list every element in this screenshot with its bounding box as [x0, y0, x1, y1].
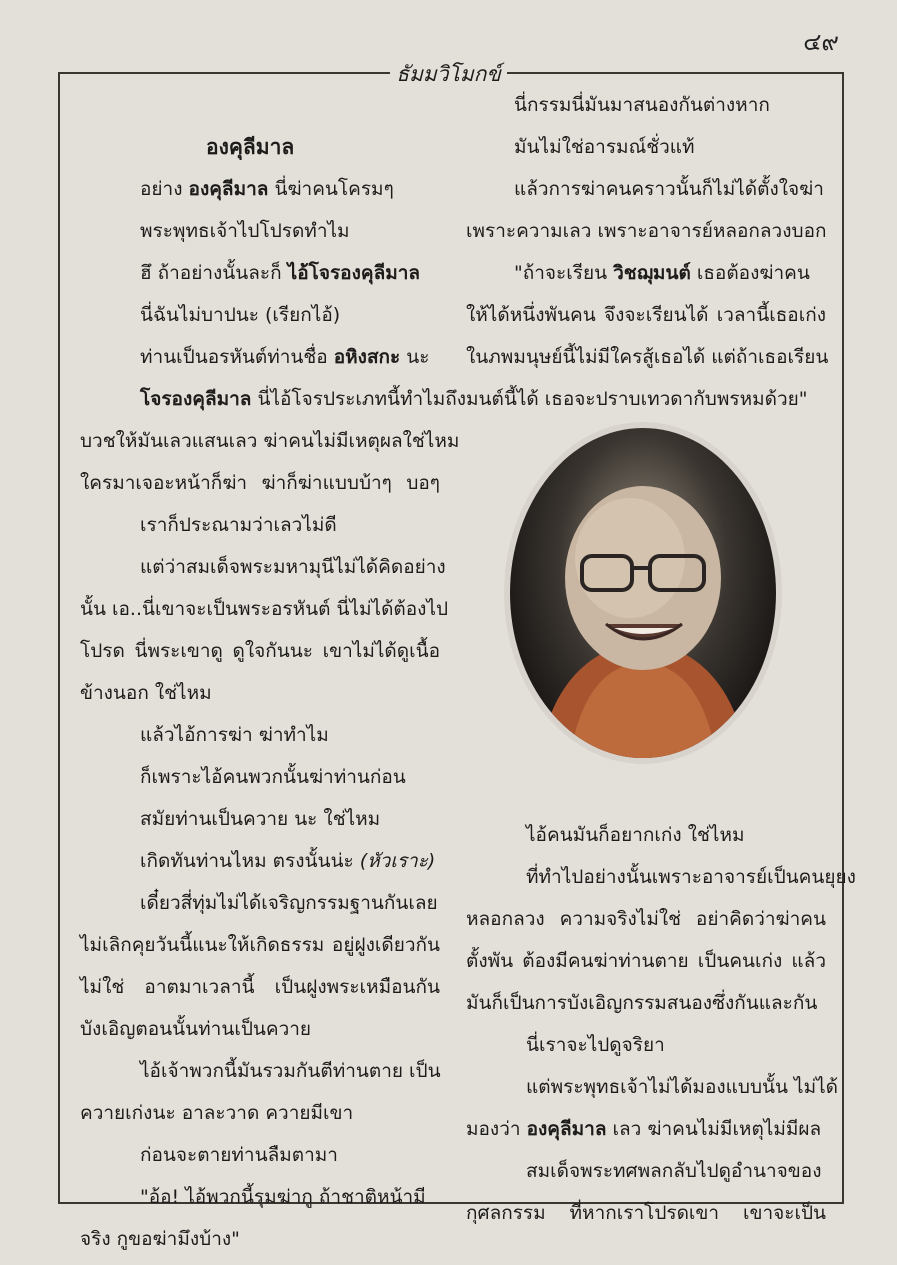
text-line — [80, 924, 440, 966]
text-line — [80, 1134, 440, 1176]
text-segment: ไอ้คนมันก็อยากเก่ง ใช่ไหม — [526, 824, 745, 846]
text-line — [80, 840, 440, 882]
text-line — [466, 210, 826, 252]
bold-name: องคุลีมาล — [526, 1118, 607, 1140]
text-segment: เพราะความเลว เพราะอาจารย์หลอกลวงบอก — [466, 220, 827, 242]
running-header-text: ธัมมวิโมกข์ — [390, 62, 507, 86]
text-line — [466, 252, 826, 294]
text-segment: กุศลกรรม ที่หากเราโปรดเขา เขาจะเป็น — [466, 1202, 826, 1224]
text-segment: เลว ฆ่าคนไม่มีเหตุไม่มีผล — [606, 1118, 822, 1140]
text-segment: บังเอิญตอนนั้นท่านเป็นควาย — [80, 1018, 312, 1040]
portrait-illustration — [510, 428, 776, 758]
text-line — [80, 294, 440, 336]
text-segment: แล้วไอ้การฆ่า ฆ่าทำไม — [140, 724, 329, 746]
text-line — [466, 168, 826, 210]
text-line — [466, 1192, 826, 1234]
text-segment: ควายเก่งนะ อาละวาด ควายมีเขา — [80, 1102, 354, 1124]
text-line — [80, 798, 440, 840]
text-line — [80, 336, 440, 378]
text-line — [80, 420, 460, 462]
text-line — [466, 982, 826, 1024]
text-line — [80, 504, 440, 546]
text-line — [466, 898, 826, 940]
text-segment: นี่ฉันไม่บาปนะ (เรียกไอ้) — [140, 304, 341, 326]
text-line — [466, 126, 826, 168]
text-line — [80, 462, 440, 504]
text-line — [466, 1024, 826, 1066]
text-line — [80, 1092, 440, 1134]
left-column — [80, 126, 467, 1260]
text-line — [80, 1176, 440, 1218]
text-line — [80, 882, 440, 924]
text-segment: ใครมาเจอะหน้าก็ฆ่า ฆ่าก็ฆ่าแบบบ้าๆ บอๆ — [80, 472, 440, 494]
text-segment: ก่อนจะตายท่านลืมตามา — [140, 1144, 338, 1166]
text-segment: ไอ้เจ้าพวกนี้มันรวมกันตีท่านตาย เป็น — [140, 1060, 441, 1082]
text-segment: ท่านเป็นอรหันต์ท่านชื่อ — [140, 346, 334, 368]
text-line — [80, 546, 446, 588]
monk-portrait-photo — [510, 428, 776, 758]
text-segment: มองว่า — [466, 1118, 527, 1140]
text-line — [466, 336, 829, 378]
text-segment: นั้น เอ..นี่เขาจะเป็นพระอรหันต์ นี่ไม่ได้ต้องไป — [80, 598, 449, 620]
text-line — [80, 630, 440, 672]
text-segment: มนต์นี้ได้ เธอจะปราบเทวดากับพรหมด้วย" — [466, 388, 808, 410]
right-column-bottom — [466, 814, 856, 1234]
text-segment: แต่พระพุทธเจ้าไม่ได้มองแบบนั้น ไม่ได้ — [526, 1076, 839, 1098]
text-segment: ในภพมนุษย์นี้ไม่มีใครสู้เธอได้ แต่ถ้าเธอเรียน — [466, 346, 829, 368]
text-segment: นะ — [400, 346, 430, 368]
text-segment: ก็เพราะไอ้คนพวกนั้นฆ่าท่านก่อน — [140, 766, 406, 788]
text-segment: เดี๋ยวสี่ทุ่มไม่ได้เจริญกรรมฐานกันเลย — [140, 892, 438, 914]
text-segment: แล้วการฆ่าคนคราวนั้นก็ไม่ได้ตั้งใจฆ่า — [514, 178, 824, 200]
bold-name: โจรองคุลีมาล — [140, 388, 252, 410]
text-segment: ที่ทำไปอย่างนั้นเพราะอาจารย์เป็นคนยุยง — [526, 866, 856, 888]
text-segment: สมเด็จพระทศพลกลับไปดูอำนาจของ — [526, 1160, 822, 1182]
text-segment: บวชให้มันเลวแสนเลว ฆ่าคนไม่มีเหตุผลใช่ไหม — [80, 430, 460, 452]
text-line — [80, 756, 440, 798]
text-segment: ข้างนอก ใช่ไหม — [80, 682, 212, 704]
text-segment: นี่กรรมนี่มันมาสนองกันต่างหาก — [514, 94, 770, 116]
bold-name: องคุลีมาล — [188, 178, 269, 200]
bold-name: วิชฌุมนต์ — [613, 262, 691, 284]
text-line — [80, 714, 440, 756]
text-line — [466, 378, 826, 420]
text-line — [466, 814, 826, 856]
text-line — [80, 378, 467, 420]
text-line — [80, 966, 440, 1008]
text-segment: ตั้งพัน ต้องมีคนฆ่าท่านตาย เป็นคนเก่ง แล้ว — [466, 950, 826, 972]
text-segment: ไม่ใช่ อาตมาเวลานี้ เป็นฝูงพระเหมือนกัน — [80, 976, 440, 998]
text-segment: ให้ได้หนึ่งพันคน จึงจะเรียนได้ เวลานี้เธอเก่ง — [466, 304, 826, 326]
text-segment: มันก็เป็นการบังเอิญกรรมสนองซึ่งกันและกัน — [466, 992, 818, 1014]
text-segment: มันไม่ใช่อารมณ์ชั่วแท้ — [514, 136, 695, 158]
text-segment: เกิดทันท่านไหม ตรงนั้นน่ะ — [140, 850, 360, 872]
text-segment: นี่ฆ่าคนโครมๆ — [268, 178, 394, 200]
text-line — [466, 856, 856, 898]
text-segment: เราก็ประณามว่าเลวไม่ดี — [140, 514, 337, 536]
text-segment: "อ้อ! ไอ้พวกนี้รุมฆ่ากู ถ้าชาติหน้ามี — [140, 1186, 426, 1208]
text-segment: พระพุทธเจ้าไปโปรดทำไม — [140, 220, 350, 242]
text-line — [466, 1108, 826, 1150]
text-segment: เธอต้องฆ่าคน — [690, 262, 810, 284]
text-segment: ไม่เลิกคุยวันนี้แนะให้เกิดธรรม อยู่ฝูงเดียวกัน — [80, 934, 440, 956]
text-line — [80, 1050, 440, 1092]
page-number: ๔๙ — [803, 28, 839, 56]
text-line — [80, 1218, 440, 1260]
running-header — [0, 60, 897, 86]
text-segment: จริง กูขอฆ่ามึงบ้าง" — [80, 1228, 240, 1250]
text-line — [80, 168, 440, 210]
text-segment: นี่เราจะไปดูจริยา — [526, 1034, 665, 1056]
text-line — [466, 294, 826, 336]
text-line — [80, 210, 440, 252]
text-line — [80, 588, 449, 630]
text-segment: แต่ว่าสมเด็จพระมหามุนีไม่ได้คิดอย่าง — [140, 556, 446, 578]
text-segment: โปรด นี่พระเขาดู ดูใจกันนะ เขาไม่ได้ดูเนื้อ — [80, 640, 440, 662]
italic-note: (หัวเราะ) — [359, 850, 436, 872]
bold-name: ไอ้โจรองคุลีมาล — [287, 262, 421, 284]
text-line — [80, 252, 440, 294]
text-segment: หลอกลวง ความจริงไม่ใช่ อย่าคิดว่าฆ่าคน — [466, 908, 826, 930]
text-line — [80, 672, 440, 714]
text-segment: สมัยท่านเป็นควาย นะ ใช่ไหม — [140, 808, 381, 830]
text-segment: นี่ไอ้โจรประเภทนี้ทำไมถึง — [251, 388, 467, 410]
text-line — [466, 940, 826, 982]
section-title: องคุลีมาล — [206, 135, 295, 159]
text-line — [466, 1150, 826, 1192]
bold-name: อหิงสกะ — [333, 346, 401, 368]
text-line — [466, 1066, 839, 1108]
text-line — [466, 84, 826, 126]
text-segment: "ถ้าจะเรียน — [514, 262, 614, 284]
text-segment: อย่าง — [140, 178, 189, 200]
right-column-top — [466, 84, 829, 420]
text-segment: ฮึ ถ้าอย่างนั้นละก็ — [140, 262, 288, 284]
text-line — [80, 1008, 440, 1050]
